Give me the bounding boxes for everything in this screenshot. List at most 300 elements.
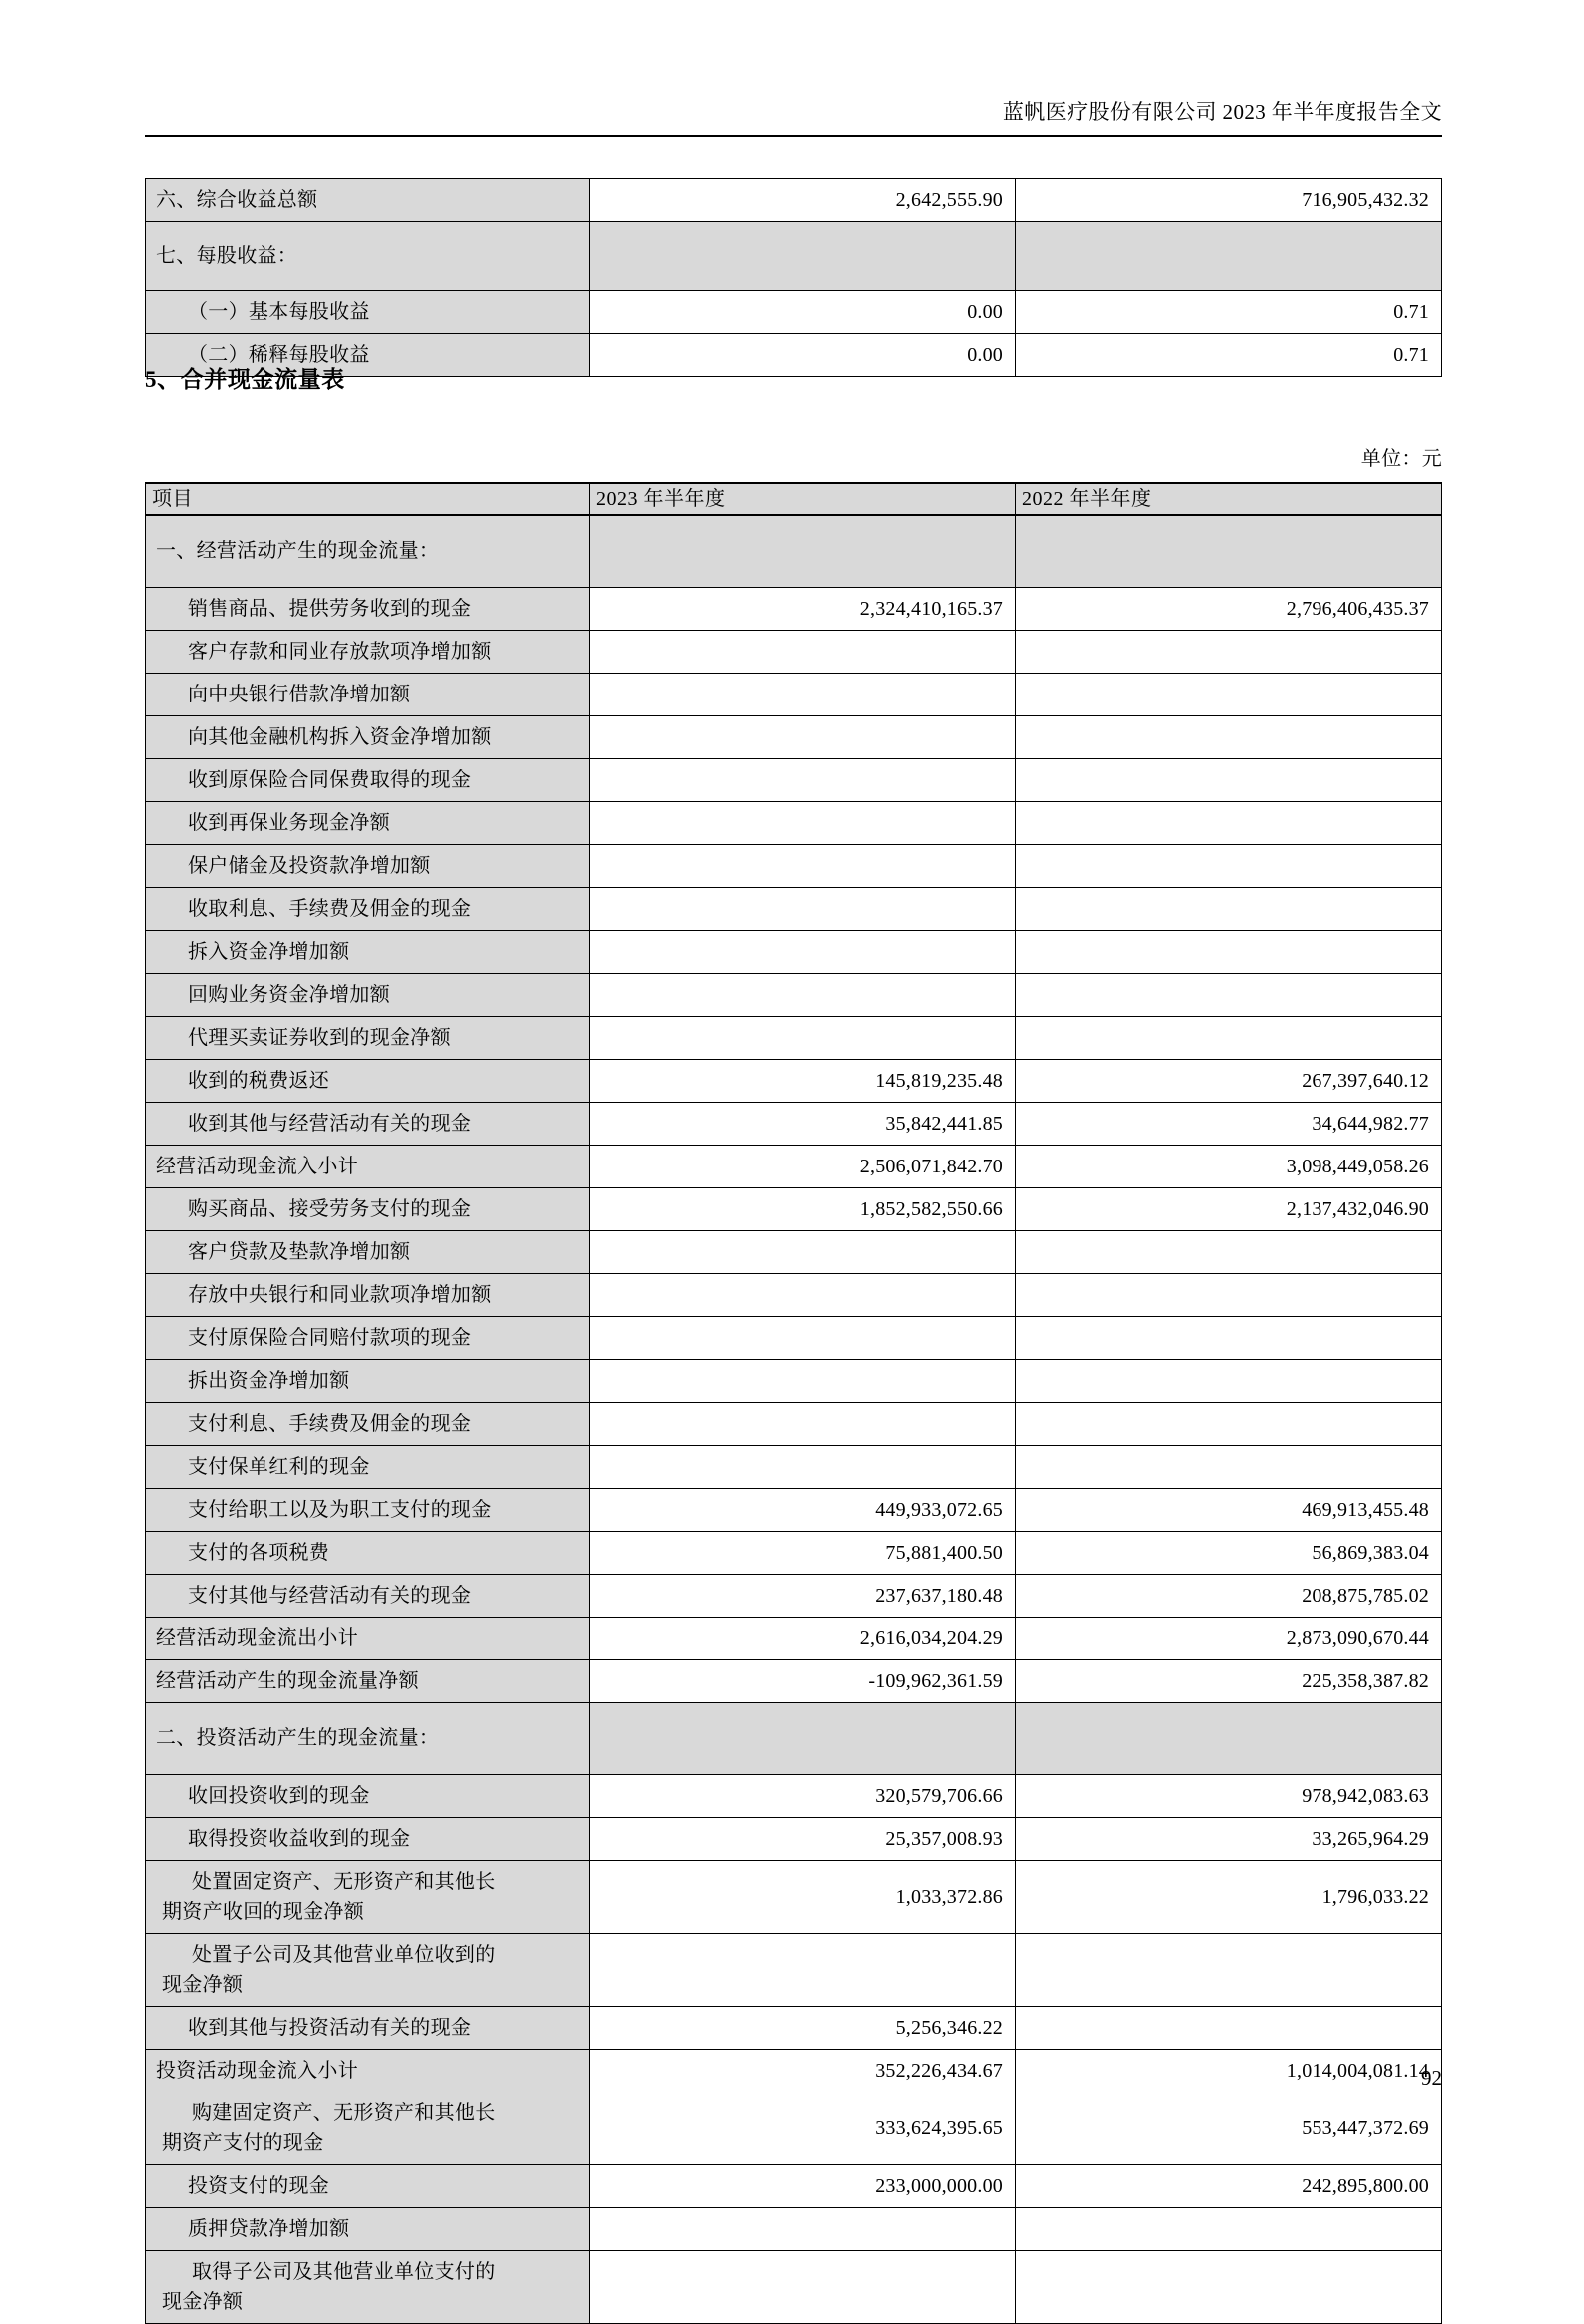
row-value-2022-cell [1016, 515, 1442, 587]
row-value-2022-cell [1016, 2207, 1442, 2250]
row-label-cell [146, 973, 590, 1016]
table-row [146, 1860, 1442, 1933]
row-label: 投资活动现金流入小计 [156, 2059, 358, 2082]
row-value-2023-cell [590, 1933, 1016, 2006]
row-value-2023: 2,642,555.90 [895, 189, 1003, 211]
row-value-2023-cell [590, 1860, 1016, 1933]
row-value-2022 [1016, 759, 1441, 801]
table-row [146, 1230, 1442, 1273]
row-label: 二、投资活动产生的现金流量： [156, 1727, 440, 1749]
row-value-2022-cell [1016, 1617, 1442, 1659]
table-row [146, 715, 1442, 758]
table-row [146, 1774, 1442, 1817]
row-label-cell [146, 673, 590, 715]
table-row [146, 1059, 1442, 1102]
row-value-2023 [590, 1360, 1015, 1402]
row-value-2023: 1,852,582,550.66 [859, 1197, 1003, 1220]
row-value-2023-cell [590, 973, 1016, 1016]
row-value-2023 [590, 235, 1015, 277]
row-value-2023 [590, 1403, 1015, 1445]
table-row [146, 1145, 1442, 1187]
row-label-cell [146, 2207, 590, 2250]
page-number: 92 [1421, 2066, 1442, 2090]
row-value-2023 [590, 716, 1015, 758]
row-value-2023-cell [590, 887, 1016, 930]
top-table [145, 178, 1442, 377]
row-value-2022-cell [1016, 1488, 1442, 1531]
table-row [146, 887, 1442, 930]
row-value-2023: 35,842,441.85 [885, 1112, 1003, 1135]
row-value-2023: 5,256,346.22 [895, 2016, 1003, 2039]
row-value-2022: 208,875,785.02 [1302, 1584, 1429, 1607]
table-row [146, 291, 1442, 334]
row-value-2022-cell [1016, 1016, 1442, 1059]
row-value-2022 [1016, 974, 1441, 1016]
table-row [146, 587, 1442, 630]
row-label: 收取利息、手续费及佣金的现金 [188, 897, 472, 920]
row-label: 收到其他与投资活动有关的现金 [188, 2016, 472, 2039]
row-value-2023-cell [590, 1702, 1016, 1774]
table-row [146, 1574, 1442, 1617]
row-value-2023 [590, 2208, 1015, 2250]
table-row [146, 1617, 1442, 1659]
row-value-2023-cell [590, 1488, 1016, 1531]
row-label: （一）基本每股收益 [188, 301, 370, 323]
consolidated-cash-flow-table [145, 482, 1442, 2324]
row-value-2022-cell [1016, 715, 1442, 758]
row-label-line2: 现金净额 [162, 1973, 244, 1996]
row-label: 取得投资收益收到的现金 [188, 1827, 411, 1850]
row-value-2022 [1016, 716, 1441, 758]
row-value-2022 [1016, 1274, 1441, 1316]
row-value-2023: 0.00 [967, 344, 1003, 366]
row-value-2022-cell [1016, 2250, 1442, 2323]
header-divider [145, 135, 1442, 137]
row-label: 保户储金及投资款净增加额 [188, 854, 431, 877]
row-value-2023-cell [590, 2006, 1016, 2049]
row-label: 向其他金融机构拆入资金净增加额 [188, 725, 492, 748]
row-value-2022: 2,873,090,670.44 [1286, 1627, 1429, 1649]
row-value-2022: 0.71 [1393, 301, 1429, 323]
table-row [146, 930, 1442, 973]
table-row [146, 1359, 1442, 1402]
row-label-cell [146, 1187, 590, 1230]
table-row [146, 2164, 1442, 2207]
row-label-cell [146, 1817, 590, 1860]
row-value-2023-cell [590, 1617, 1016, 1659]
row-value-2022-cell [1016, 1059, 1442, 1102]
row-label-cell [146, 1531, 590, 1574]
row-value-2023: 333,624,395.65 [875, 2116, 1003, 2139]
row-value-2023: 237,637,180.48 [875, 1584, 1003, 1607]
table-row [146, 973, 1442, 1016]
table-row [146, 1702, 1442, 1774]
header-cell-item: 项目 [146, 483, 590, 515]
row-value-2023-cell [590, 630, 1016, 673]
row-label-cell [146, 1488, 590, 1531]
row-value-2022-cell [1016, 222, 1442, 291]
row-value-2023-cell [590, 1574, 1016, 1617]
row-value-2023-cell [590, 1817, 1016, 1860]
row-value-2022: 242,895,800.00 [1302, 2174, 1429, 2197]
header-cell-2023: 2023 年半年度 [590, 483, 1016, 515]
table-row [146, 801, 1442, 844]
row-value-2023-cell [590, 1402, 1016, 1445]
row-label-cell [146, 801, 590, 844]
row-label-line1: 购建固定资产、无形资产和其他长 [192, 2101, 496, 2124]
row-value-2022 [1016, 802, 1441, 844]
row-label: 经营活动产生的现金流量净额 [156, 1669, 419, 1692]
row-label-cell [146, 2250, 590, 2323]
row-value-2022-cell [1016, 1359, 1442, 1402]
row-label-cell [146, 758, 590, 801]
row-label: 支付的各项税费 [188, 1541, 330, 1564]
row-value-2022 [1016, 1949, 1441, 1991]
row-value-2022: 267,397,640.12 [1302, 1069, 1429, 1092]
row-value-2022-cell [1016, 1659, 1442, 1702]
row-value-2022: 2,796,406,435.37 [1286, 597, 1429, 620]
row-value-2023: -109,962,361.59 [868, 1669, 1003, 1692]
row-label: 销售商品、提供劳务收到的现金 [188, 597, 472, 620]
row-value-2023-cell [590, 673, 1016, 715]
row-label-line2: 期资产收回的现金净额 [162, 1900, 364, 1923]
row-value-2023: 320,579,706.66 [875, 1784, 1003, 1807]
row-value-2023 [590, 1949, 1015, 1991]
row-label: 支付利息、手续费及佣金的现金 [188, 1412, 472, 1435]
row-value-2023-cell [590, 1316, 1016, 1359]
row-value-2022-cell [1016, 973, 1442, 1016]
row-label-cell [146, 1445, 590, 1488]
running-title: 蓝帆医疗股份有限公司 2023 年半年度报告全文 [1002, 100, 1442, 124]
row-label: 支付其他与经营活动有关的现金 [188, 1584, 472, 1607]
table-row [146, 1016, 1442, 1059]
row-label-cell [146, 2092, 590, 2164]
row-value-2022-cell [1016, 887, 1442, 930]
row-value-2022-cell [1016, 179, 1442, 222]
row-label [146, 2092, 589, 2164]
row-value-2023 [590, 1717, 1015, 1759]
row-label-cell [146, 630, 590, 673]
row-value-2022 [1016, 1231, 1441, 1273]
row-label-line2: 现金净额 [162, 2290, 244, 2313]
row-value-2023-cell [590, 2092, 1016, 2164]
row-value-2023-cell [590, 1445, 1016, 1488]
row-label-cell [146, 587, 590, 630]
row-value-2023-cell [590, 587, 1016, 630]
row-value-2022: 716,905,432.32 [1302, 189, 1429, 211]
row-label: 收到的税费返还 [188, 1069, 330, 1092]
row-value-2023: 75,881,400.50 [885, 1541, 1003, 1564]
row-value-2022-cell [1016, 1774, 1442, 1817]
table-row [146, 1933, 1442, 2006]
row-value-2023 [590, 759, 1015, 801]
row-label: 支付给职工以及为职工支付的现金 [188, 1498, 492, 1521]
row-value-2023 [590, 1231, 1015, 1273]
row-label: 收到再保业务现金净额 [188, 811, 390, 834]
main-table-head [146, 483, 1442, 515]
row-value-2022: 56,869,383.04 [1312, 1541, 1429, 1564]
row-value-2023: 2,616,034,204.29 [859, 1627, 1003, 1649]
row-value-2023: 2,324,410,165.37 [859, 597, 1003, 620]
row-value-2022 [1016, 530, 1441, 572]
row-label-cell [146, 1702, 590, 1774]
row-value-2023-cell [590, 801, 1016, 844]
row-value-2022 [1016, 1360, 1441, 1402]
row-value-2023 [590, 1274, 1015, 1316]
table-row [146, 2006, 1442, 2049]
row-value-2023-cell [590, 2164, 1016, 2207]
row-value-2022 [1016, 1017, 1441, 1059]
row-value-2023-cell [590, 222, 1016, 291]
main-table-body [146, 515, 1442, 2323]
row-value-2023 [590, 1317, 1015, 1359]
row-value-2022 [1016, 931, 1441, 973]
row-label: 一、经营活动产生的现金流量： [156, 540, 440, 563]
table-row [146, 1531, 1442, 1574]
row-value-2022-cell [1016, 1187, 1442, 1230]
row-value-2023-cell [590, 1273, 1016, 1316]
table-row [146, 844, 1442, 887]
row-value-2023-cell [590, 758, 1016, 801]
row-value-2022 [1016, 2266, 1441, 2308]
row-label: 经营活动现金流入小计 [156, 1155, 358, 1177]
row-value-2023-cell [590, 334, 1016, 377]
row-label [146, 1934, 589, 2006]
row-label: 客户贷款及垫款净增加额 [188, 1240, 411, 1263]
row-value-2023: 25,357,008.93 [885, 1827, 1003, 1850]
row-value-2022 [1016, 888, 1441, 930]
row-value-2022-cell [1016, 1145, 1442, 1187]
row-value-2023-cell [590, 2250, 1016, 2323]
row-value-2023 [590, 931, 1015, 973]
table-row [146, 1316, 1442, 1359]
row-label-cell [146, 1659, 590, 1702]
row-label-cell [146, 1359, 590, 1402]
row-label: 收回投资收到的现金 [188, 1784, 370, 1807]
row-value-2022 [1016, 674, 1441, 715]
row-value-2022-cell [1016, 1230, 1442, 1273]
table-row [146, 1659, 1442, 1702]
row-label-cell [146, 715, 590, 758]
row-value-2022: 0.71 [1393, 344, 1429, 366]
row-value-2022-cell [1016, 2092, 1442, 2164]
row-label: 质押贷款净增加额 [188, 2217, 350, 2240]
row-value-2022-cell [1016, 1402, 1442, 1445]
row-label-cell [146, 930, 590, 973]
row-label-line2: 期资产支付的现金 [162, 2131, 324, 2154]
row-label: 收到原保险合同保费取得的现金 [188, 768, 472, 791]
row-label-cell [146, 844, 590, 887]
row-value-2022-cell [1016, 291, 1442, 334]
row-value-2022-cell [1016, 2164, 1442, 2207]
row-value-2023 [590, 1446, 1015, 1488]
row-value-2022 [1016, 2007, 1441, 2049]
row-value-2022: 1,796,033.22 [1321, 1885, 1429, 1908]
table-row [146, 2250, 1442, 2323]
page-header [145, 98, 1442, 137]
row-value-2022-cell [1016, 1817, 1442, 1860]
table-row [146, 1488, 1442, 1531]
row-value-2023: 233,000,000.00 [875, 2174, 1003, 2197]
row-label: 七、每股收益： [156, 244, 298, 267]
top-table-body [146, 179, 1442, 377]
unit-note: 单位：元 [1360, 448, 1442, 470]
row-value-2022: 2,137,432,046.90 [1286, 1197, 1429, 1220]
row-value-2022-cell [1016, 1531, 1442, 1574]
row-label-cell [146, 1774, 590, 1817]
row-value-2023-cell [590, 1659, 1016, 1702]
row-value-2023 [590, 1017, 1015, 1059]
row-value-2022-cell [1016, 1860, 1442, 1933]
row-value-2023-cell [590, 1145, 1016, 1187]
row-value-2022: 3,098,449,058.26 [1286, 1155, 1429, 1177]
row-value-2022-cell [1016, 1445, 1442, 1488]
row-value-2022-cell [1016, 1102, 1442, 1145]
table-row [146, 515, 1442, 587]
row-value-2022-cell [1016, 1273, 1442, 1316]
row-value-2023-cell [590, 844, 1016, 887]
row-label-cell [146, 2164, 590, 2207]
row-value-2023-cell [590, 1531, 1016, 1574]
header-cell-2022: 2022 年半年度 [1016, 483, 1442, 515]
row-label-cell [146, 1402, 590, 1445]
row-value-2022: 33,265,964.29 [1312, 1827, 1429, 1850]
table-row [146, 630, 1442, 673]
main-table [145, 482, 1442, 2324]
row-value-2022 [1016, 1403, 1441, 1445]
row-value-2023-cell [590, 515, 1016, 587]
table-row [146, 2092, 1442, 2164]
row-label: 六、综合收益总额 [156, 189, 318, 211]
row-label-cell [146, 1145, 590, 1187]
row-value-2022-cell [1016, 844, 1442, 887]
row-label-cell [146, 179, 590, 222]
row-label [146, 1861, 589, 1933]
row-value-2022: 978,942,083.63 [1302, 1784, 1429, 1807]
row-value-2023-cell [590, 1187, 1016, 1230]
row-value-2022: 1,014,004,081.14 [1286, 2059, 1429, 2082]
table-row [146, 1817, 1442, 1860]
row-label-cell [146, 515, 590, 587]
row-value-2022-cell [1016, 930, 1442, 973]
row-label: 客户存款和同业存放款项净增加额 [188, 640, 492, 663]
row-value-2023-cell [590, 1774, 1016, 1817]
row-value-2023 [590, 974, 1015, 1016]
row-value-2023 [590, 845, 1015, 887]
row-label: 向中央银行借款净增加额 [188, 683, 411, 705]
row-value-2022 [1016, 1446, 1441, 1488]
row-value-2022: 225,358,387.82 [1302, 1669, 1429, 1692]
row-label-cell [146, 222, 590, 291]
table-row [146, 222, 1442, 291]
row-value-2022-cell [1016, 587, 1442, 630]
row-value-2022-cell [1016, 334, 1442, 377]
row-value-2022: 553,447,372.69 [1302, 2116, 1429, 2139]
row-value-2022 [1016, 235, 1441, 277]
row-label-cell [146, 1016, 590, 1059]
row-value-2023: 145,819,235.48 [875, 1069, 1003, 1092]
row-value-2023 [590, 631, 1015, 673]
row-label: 收到其他与经营活动有关的现金 [188, 1112, 472, 1135]
row-value-2022 [1016, 1317, 1441, 1359]
table-row [146, 1445, 1442, 1488]
row-label-cell [146, 2006, 590, 2049]
row-value-2022-cell [1016, 758, 1442, 801]
row-label-cell [146, 1933, 590, 2006]
row-label: 拆出资金净增加额 [188, 1369, 350, 1392]
row-value-2022 [1016, 631, 1441, 673]
row-label: 购买商品、接受劳务支付的现金 [188, 1197, 472, 1220]
row-label-cell [146, 887, 590, 930]
income-statement-continuation-table [145, 178, 1442, 377]
row-value-2023: 449,933,072.65 [875, 1498, 1003, 1521]
table-row [146, 1187, 1442, 1230]
row-value-2023: 352,226,434.67 [875, 2059, 1003, 2082]
table-row [146, 179, 1442, 222]
row-value-2022 [1016, 845, 1441, 887]
row-value-2022-cell [1016, 1316, 1442, 1359]
table-row [146, 673, 1442, 715]
row-label: 支付保单红利的现金 [188, 1455, 370, 1478]
row-label-cell [146, 1860, 590, 1933]
row-value-2023-cell [590, 291, 1016, 334]
table-row [146, 1102, 1442, 1145]
row-value-2022-cell [1016, 630, 1442, 673]
row-value-2023-cell [590, 1359, 1016, 1402]
row-label-cell [146, 1059, 590, 1102]
row-label-cell [146, 1574, 590, 1617]
row-value-2022 [1016, 1717, 1441, 1759]
row-label-cell [146, 1230, 590, 1273]
row-label: 存放中央银行和同业款项净增加额 [188, 1283, 492, 1306]
row-label-cell [146, 1102, 590, 1145]
row-label-cell [146, 1316, 590, 1359]
row-label: （二）稀释每股收益 [188, 344, 370, 366]
table-header-row [146, 483, 1442, 515]
row-label-cell [146, 1273, 590, 1316]
table-row [146, 758, 1442, 801]
row-value-2023-cell [590, 179, 1016, 222]
row-value-2022-cell [1016, 801, 1442, 844]
row-label [146, 2251, 589, 2323]
section-title: 5、合并现金流量表 [145, 367, 345, 392]
row-label: 拆入资金净增加额 [188, 940, 350, 963]
row-value-2022: 469,913,455.48 [1302, 1498, 1429, 1521]
row-label-cell [146, 1617, 590, 1659]
row-value-2023: 0.00 [967, 301, 1003, 323]
row-value-2023 [590, 888, 1015, 930]
table-row [146, 1273, 1442, 1316]
table-row [146, 2207, 1442, 2250]
row-value-2022 [1016, 2208, 1441, 2250]
row-label-line1: 处置固定资产、无形资产和其他长 [192, 1870, 496, 1893]
row-label-line1: 取得子公司及其他营业单位支付的 [192, 2260, 496, 2283]
row-value-2023 [590, 674, 1015, 715]
row-value-2022-cell [1016, 673, 1442, 715]
row-value-2023-cell [590, 1230, 1016, 1273]
row-value-2022-cell [1016, 1702, 1442, 1774]
row-label: 回购业务资金净增加额 [188, 983, 390, 1006]
row-value-2023: 2,506,071,842.70 [859, 1155, 1003, 1177]
row-value-2022-cell [1016, 1574, 1442, 1617]
table-row [146, 1402, 1442, 1445]
row-label: 投资支付的现金 [188, 2174, 330, 2197]
row-value-2023: 1,033,372.86 [895, 1885, 1003, 1908]
row-label-cell [146, 291, 590, 334]
row-label: 支付原保险合同赔付款项的现金 [188, 1326, 472, 1349]
row-value-2023 [590, 802, 1015, 844]
row-value-2022-cell [1016, 2006, 1442, 2049]
